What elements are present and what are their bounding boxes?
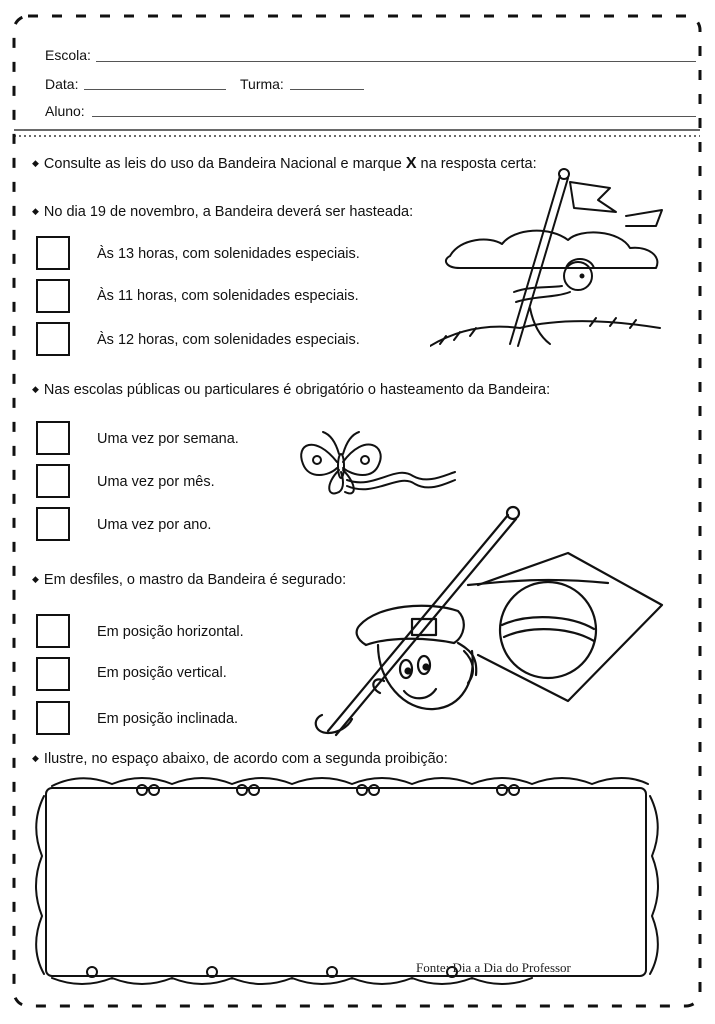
checkbox-q1-opt3[interactable] (36, 322, 70, 356)
class-label: Turma: (240, 76, 284, 92)
q1-option-1: Às 13 horas, com solenidades especiais. (97, 246, 360, 262)
q1-option-2: Às 11 horas, com solenidades especiais. (97, 288, 359, 304)
question-2 (32, 382, 550, 398)
drawing-area-frame[interactable] (32, 776, 662, 986)
bullet-icon: ◆ (32, 384, 39, 394)
checkbox-q1-opt2[interactable] (36, 279, 70, 313)
student-label: Aluno: (45, 103, 85, 119)
illustrate-prompt (32, 751, 448, 767)
butterfly-illustration (295, 424, 460, 504)
question-3-text: Em desfiles, o mastro da Bandeira é segurado: (43, 572, 347, 588)
question-3 (32, 572, 346, 588)
date-label: Data: (45, 76, 79, 92)
child-with-flag-illustration (308, 505, 668, 745)
checkbox-q2-opt3[interactable] (36, 507, 70, 541)
instructions-mark: X (405, 155, 417, 172)
school-field-line[interactable] (96, 61, 696, 62)
checkbox-q2-opt2[interactable] (36, 464, 70, 498)
q3-option-3: Em posição inclinada. (97, 711, 239, 727)
illustrate-prompt-text: Ilustre, no espaço abaixo, de acordo com a segunda proibição: (43, 751, 448, 767)
q3-option-1: Em posição horizontal. (97, 624, 244, 640)
bullet-icon: ◆ (32, 206, 39, 216)
checkbox-q3-opt2[interactable] (36, 657, 70, 691)
bullet-icon: ◆ (32, 753, 39, 763)
q2-option-3: Uma vez por ano. (97, 517, 212, 533)
checkbox-q1-opt1[interactable] (36, 236, 70, 270)
checkbox-q3-opt3[interactable] (36, 701, 70, 735)
checkbox-q2-opt1[interactable] (36, 421, 70, 455)
question-2-text: Nas escolas públicas ou particulares é obrigatório o hasteamento da Bandeira: (43, 382, 551, 398)
q3-option-2: Em posição vertical. (97, 665, 227, 681)
question-1 (32, 204, 413, 220)
question-1-text: No dia 19 de novembro, a Bandeira deverá ser hasteada: (43, 204, 414, 220)
instructions-lead: Consulte as leis do uso da Bandeira Nacional e marque (43, 156, 402, 172)
date-field-line[interactable] (84, 89, 226, 90)
bullet-icon: ◆ (32, 158, 39, 168)
q1-option-3: Às 12 horas, com solenidades especiais. (97, 332, 360, 348)
bullet-icon: ◆ (32, 574, 39, 584)
checkbox-q3-opt1[interactable] (36, 614, 70, 648)
class-field-line[interactable] (290, 89, 364, 90)
instructions-tail: na resposta certa: (420, 156, 537, 172)
q2-option-1: Uma vez por semana. (97, 431, 239, 447)
child-hoisting-flag-illustration (430, 168, 670, 358)
school-label: Escola: (45, 47, 91, 63)
source-credit: Fonte: Dia a Dia do Professor (416, 960, 571, 975)
student-field-line[interactable] (92, 116, 696, 117)
q2-option-2: Uma vez por mês. (97, 474, 215, 490)
